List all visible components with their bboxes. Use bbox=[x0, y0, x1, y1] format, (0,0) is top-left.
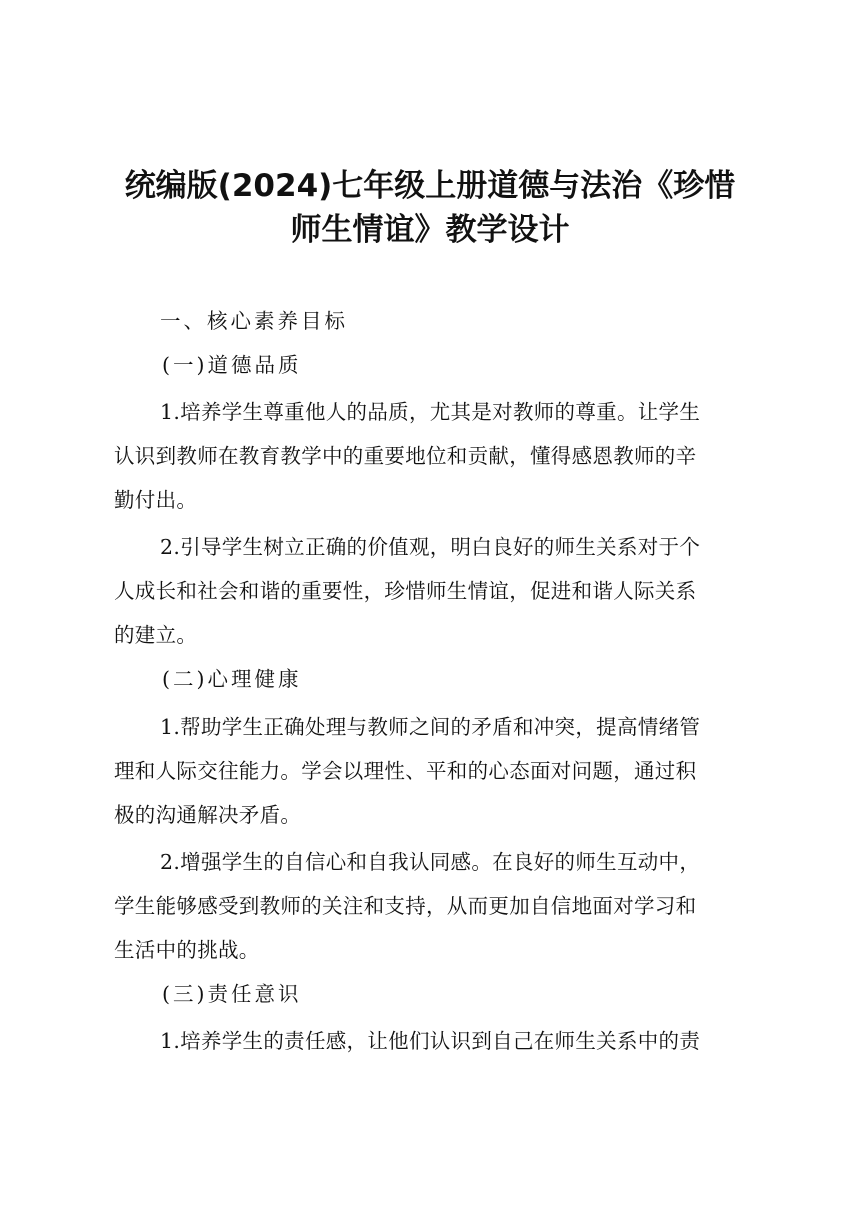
paragraph-line: 人成长和社会和谐的重要性，珍惜师生情谊，促进和谐人际关系 bbox=[114, 579, 697, 603]
paragraph-line: 1.培养学生尊重他人的品质，尤其是对教师的尊重。让学生 bbox=[160, 400, 701, 424]
paragraph-line: 生活中的挑战。 bbox=[114, 938, 260, 962]
paragraph-line: 2.增强学生的自信心和自我认同感。在良好的师生互动中， bbox=[160, 850, 701, 874]
subsection-heading-responsibility: (三)责任意识 bbox=[162, 982, 302, 1006]
subsection-heading-moral-quality: (一)道德品质 bbox=[162, 353, 302, 377]
section-heading-core-goals: 一、核心素养目标 bbox=[160, 309, 348, 333]
paragraph-line: 2.引导学生树立正确的价值观，明白良好的师生关系对于个 bbox=[160, 535, 701, 559]
paragraph-line: 1.培养学生的责任感，让他们认识到自己在师生关系中的责 bbox=[160, 1029, 701, 1053]
subsection-heading-mental-health: (二)心理健康 bbox=[162, 667, 302, 691]
paragraph-line: 1.帮助学生正确处理与教师之间的矛盾和冲突，提高情绪管 bbox=[160, 715, 701, 739]
document-title-line-2: 师生情谊》教学设计 bbox=[290, 212, 570, 248]
paragraph-line: 认识到教师在教育教学中的重要地位和贡献，懂得感恩教师的辛 bbox=[114, 444, 697, 468]
paragraph-line: 的建立。 bbox=[114, 623, 198, 647]
paragraph-line: 理和人际交往能力。学会以理性、平和的心态面对问题，通过积 bbox=[114, 759, 697, 783]
document-title-line-1: 统编版(2024)七年级上册道德与法治《珍惜 bbox=[124, 168, 736, 204]
paragraph-line: 极的沟通解决矛盾。 bbox=[114, 803, 302, 827]
paragraph-line: 勤付出。 bbox=[114, 488, 198, 512]
paragraph-line: 学生能够感受到教师的关注和支持，从而更加自信地面对学习和 bbox=[114, 894, 697, 918]
